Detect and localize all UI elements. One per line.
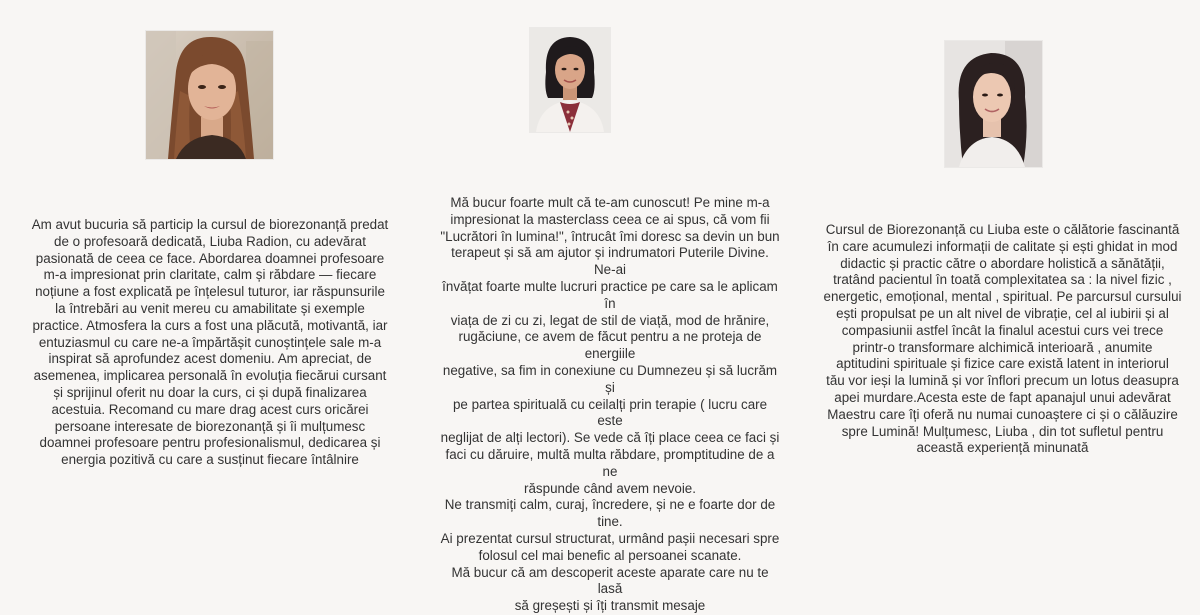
portrait-woman-dark-hair-selfie-icon [945,41,1042,167]
portrait-woman-long-auburn-hair-icon [146,31,273,159]
testimonial-photo-3 [945,41,1042,167]
testimonial-text-1: Am avut bucuria să particip la cursul de biorezonanță predat de o profesoară dedicată, Liuba Radion, cu adevărat pasionată de ceea ce face. Abordarea doamnei profesoare m-a impresionat prin claritate, calm și răbdare — fiecare noțiune a fost explicată pe înțelesul tuturor, iar răspunsurile la întrebări au venit mereu cu amabilitate și exemple practice. Atmosfera la curs a fost una plăcută, motivantă, iar entuziasmul cu care ne-a împărtășit cunoștințele sale m-a inspirat să aprofundez acest domeniu. Am apreciat, de asemenea, implicarea personală în evoluția fiecărui cursant și sprijinul oferit nu doar la curs, ci și după finalizarea acestuia. Recomand cu mare drag acest curs oricărei persoane interesate de biorezonanță și îi mulțumesc doamnei profesoare pentru profesionalismul, dedicarea și energia pozitivă cu care a susținut fiecare întâlnire [31,217,389,468]
testimonial-card-1 [0,0,400,510]
portrait-woman-short-dark-hair-icon [530,28,610,132]
testimonial-card-2 [400,0,800,614]
testimonial-photo-1 [146,31,273,159]
testimonial-text-2: Mă bucur foarte mult că te-am cunoscut! Pe mine m-a impresionat la masterclass ceea ce ai spus, că vom fii "Lucrători în lumina!", întrucât îmi doresc sa devin un bun terapeut și să am ajutor și indrumatori Puterile Divine. Ne-ai învățat foarte multe lucruri practice pe care sa le aplicam în viața de zi cu zi, legat de stil de viață, mod de hrănire, rugăciune, ce avem de făcut pentru a ne proteja de energiile negative, sa fim in conexiune cu Dumnezeu și să lucrăm și pe partea spirituală cu ceilalți prin terapie ( lucru care este neglijat de alți lectori). Se vede că îți place ceea ce faci și faci cu dăruire, multă multa răbdare, promptitudine de a ne răspunde când avem nevoie. Ne transmiți calm, curaj, încredere, și ne e foarte dor de tine. Ai prezentat cursul structurat, urmând pașii necesari spre folosul cel mai benefic al persoanei scanate. Mă bucur că am descoperit aceste aparate care nu te lasă să greșești și îți transmit mesaje [440,195,780,614]
testimonial-text-3: Cursul de Biorezonanță cu Liuba este o călătorie fascinantă în care acumulezi informații de calitate și ești ghidat in mod didactic și practic către o abordare holistică a sănătății, tratând pacientul în toată complexitatea sa : la nivel fizic , energetic, emoțional, mental , spiritual. Pe parcursul cursului ești propulsat pe un alt nivel de vibrație, cel al iubirii și al compasiunii astfel încât la finalul acestui curs vei trece printr-o transformare alchimică interioară , anumite aptitudini spirituale și fizice care există latent in interiorul tău vor ieși la lumină și vor înflori precum un lotus deasupra apei murdare.Acesta este de fapt apanajul unui adevărat Maestru care îți oferă nu numai cunoaștere ci și o călăuzire spre Lumină! Mulțumesc, Liuba , din tot sufletul pentru această experiență minunată [823,222,1182,456]
testimonial-photo-2 [530,28,610,132]
testimonial-card-3 [800,0,1200,510]
